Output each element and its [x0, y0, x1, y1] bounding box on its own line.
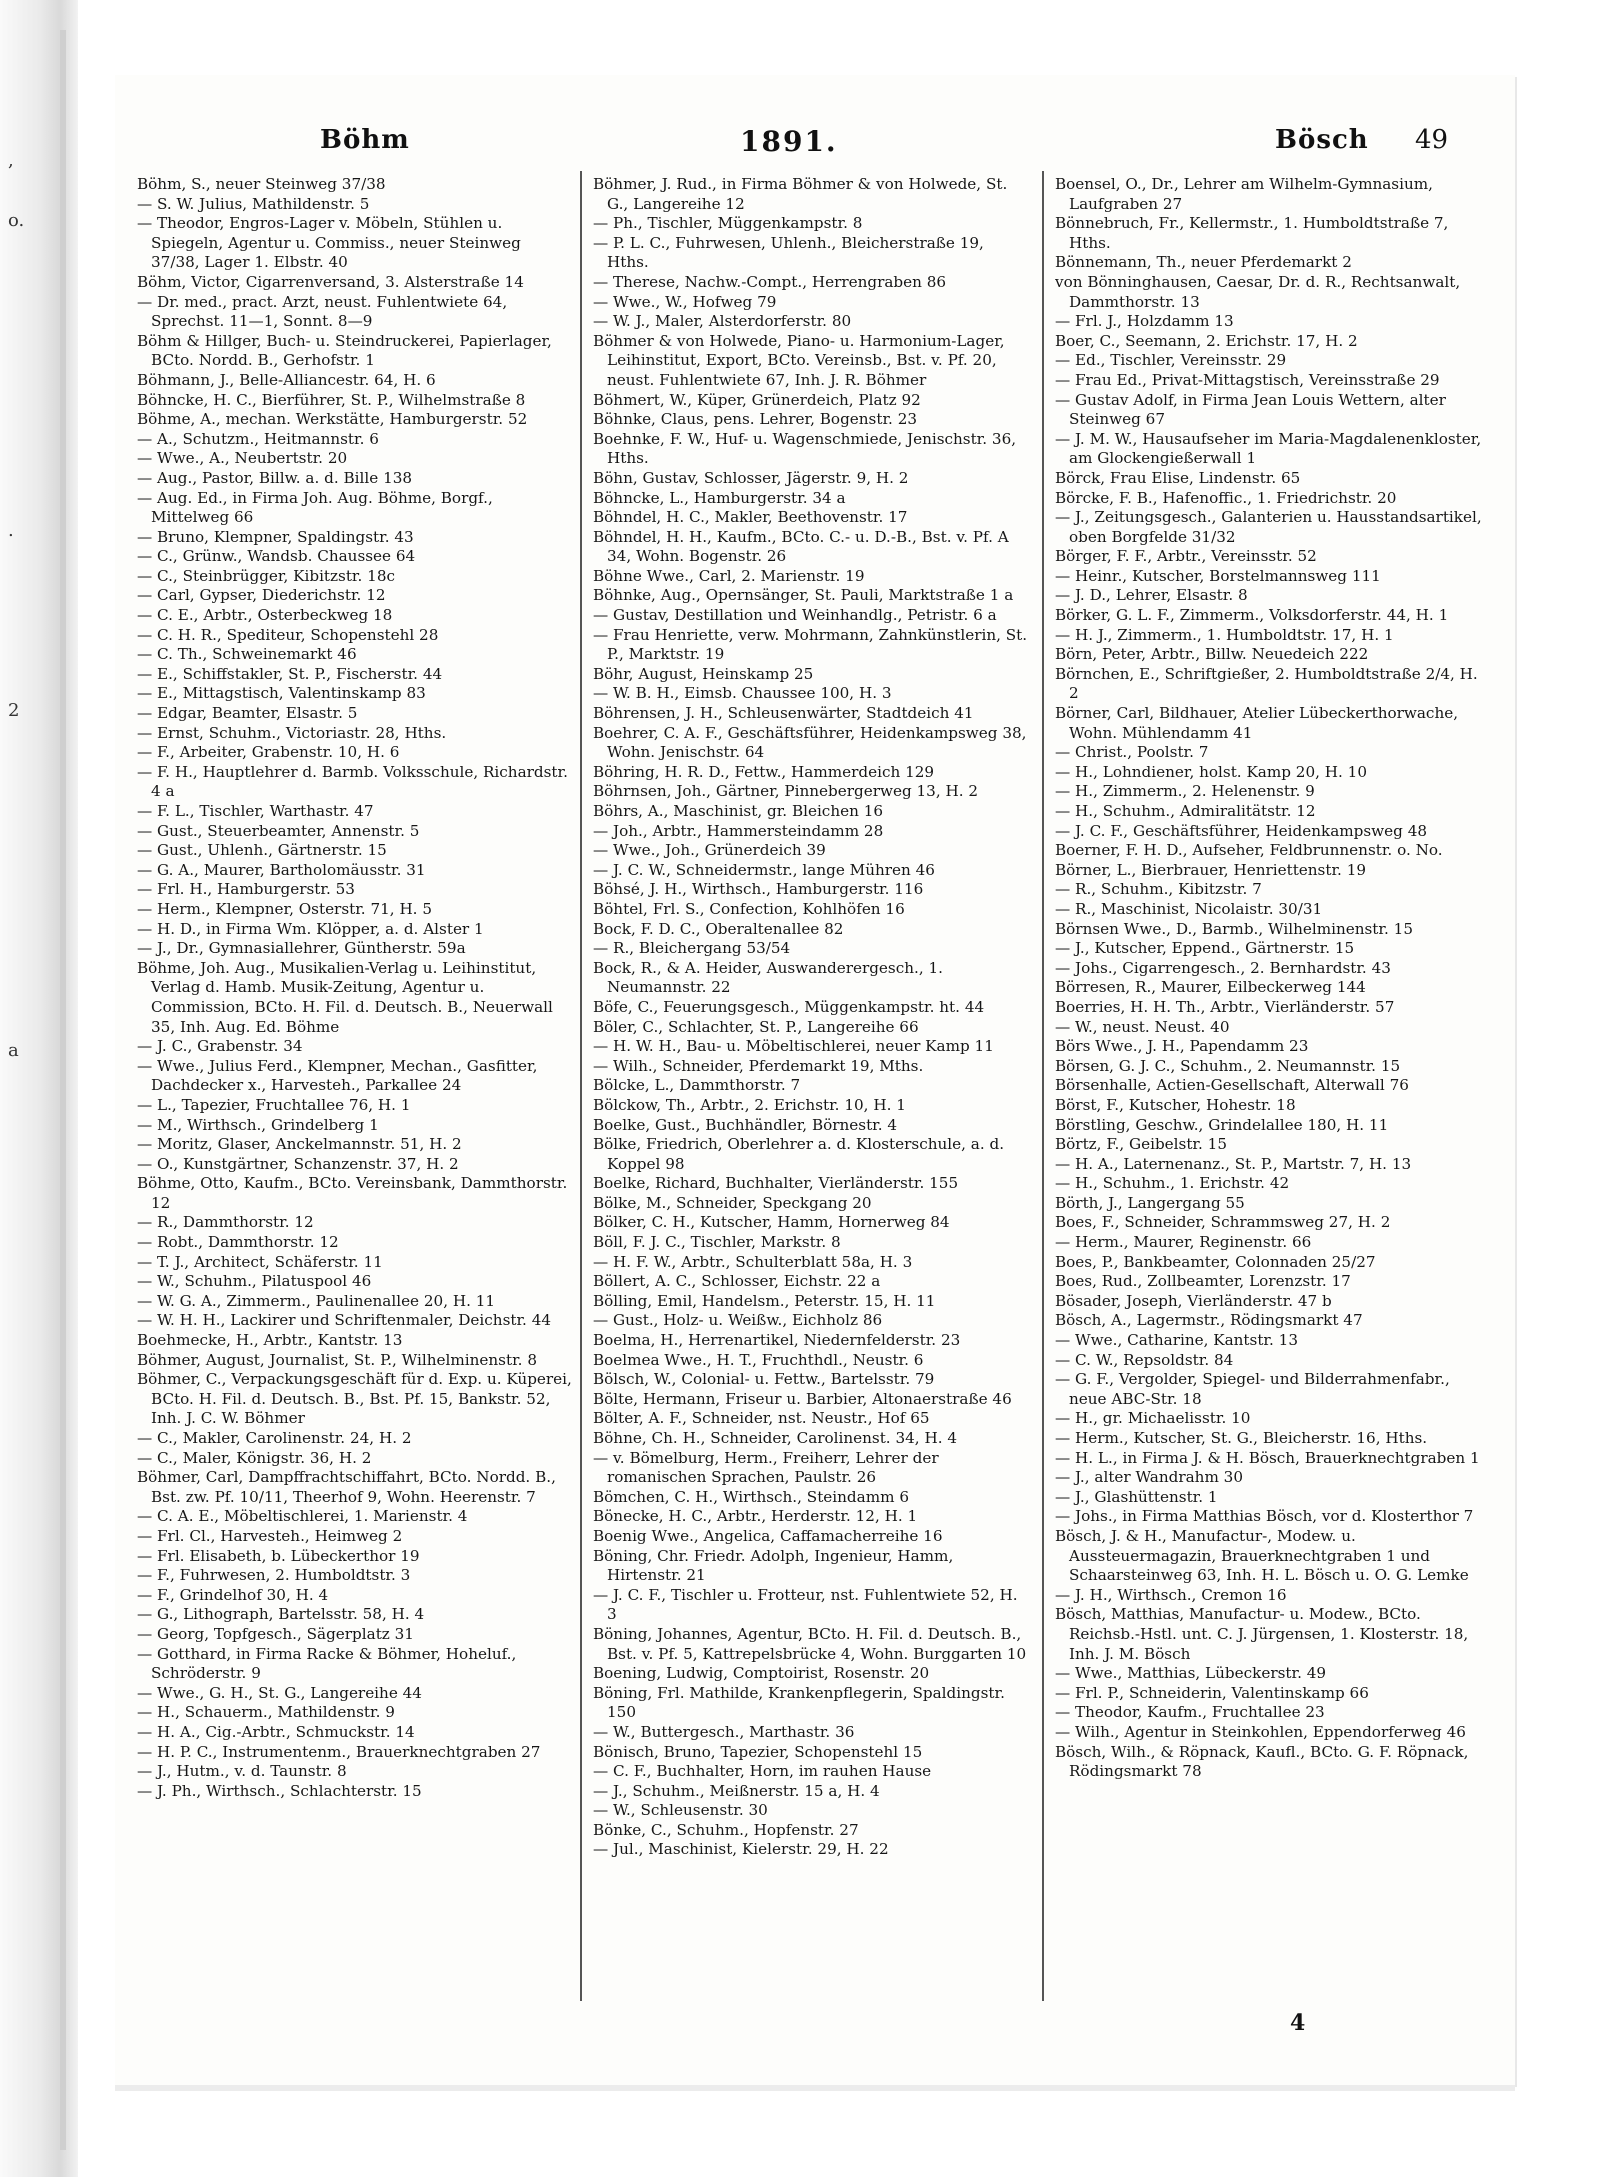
margin-mark: a — [8, 1040, 19, 1061]
directory-entry: — Bruno, Klempner, Spaldingstr. 43 — [137, 527, 414, 546]
directory-entry: — Gustav, Destillation und Weinhandlg., Petristr. 6 a — [593, 606, 997, 625]
directory-entry: — J. C. F., Geschäftsführer, Heidenkampsweg 48 — [1055, 821, 1428, 840]
directory-entry: Boening, Ludwig, Comptoirist, Rosenstr. 20 — [593, 1664, 930, 1683]
directory-entry: — Herm., Klempner, Osterstr. 71, H. 5 — [137, 899, 433, 918]
margin-mark: 2 — [8, 700, 20, 721]
directory-entry: — Frau Ed., Privat-Mittagstisch, Vereinsstraße 29 — [1055, 370, 1440, 389]
directory-entry: — Heinr., Kutscher, Borstelmannsweg 111 — [1055, 566, 1381, 585]
directory-entry: — Aug. Ed., in Firma Joh. Aug. Böhme, Borgf., Mittelweg 66 — [137, 488, 493, 527]
directory-entry: — J. C. W., Schneidermstr., lange Mühren 46 — [593, 860, 935, 879]
directory-entry: Böhr, August, Heinskamp 25 — [593, 664, 814, 683]
directory-entry: Böhrs, A., Maschinist, gr. Bleichen 16 — [593, 802, 884, 820]
directory-entry: — H. W. H., Bau- u. Möbeltischlerei, neuer Kamp 11 — [593, 1037, 994, 1056]
directory-entry: — W. G. A., Zimmerm., Paulinenallee 20, H. 11 — [137, 1291, 496, 1310]
directory-entry: — Jul., Maschinist, Kielerstr. 29, H. 22 — [593, 1840, 889, 1859]
directory-entry: Bönke, C., Schuhm., Hopfenstr. 27 — [593, 1820, 859, 1839]
directory-entry: Bösch, Wilh., & Röpnack, Kaufl., BCto. G. F. Röpnack, Rödingsmarkt 78 — [1055, 1742, 1469, 1781]
column-divider — [1042, 171, 1044, 2001]
directory-entry: — Wwe., Julius Ferd., Klempner, Mechan., Gasfitter, Dachdecker x., Harvesteh., Parkallee 24 — [137, 1056, 538, 1095]
directory-entry: — H. P. C., Instrumentenm., Brauerknechtgraben 27 — [137, 1742, 541, 1761]
directory-entry: — Dr. med., pract. Arzt, neust. Fuhlentwiete 64, Sprechst. 11—1, Sonnt. 8—9 — [137, 292, 508, 331]
margin-mark: , — [8, 150, 14, 171]
directory-entry: — Edgar, Beamter, Elsastr. 5 — [137, 704, 358, 723]
directory-entry: — H., Lohndiener, holst. Kamp 20, H. 10 — [1055, 762, 1368, 781]
directory-entry: Boensel, O., Dr., Lehrer am Wilhelm-Gymnasium, Laufgraben 27 — [1055, 175, 1433, 213]
directory-entry: — M., Wirthsch., Grindelberg 1 — [137, 1115, 379, 1134]
directory-entry: Boelke, Richard, Buchhalter, Vierländerstr. 155 — [593, 1174, 959, 1193]
directory-entry: Böhtel, Frl. S., Confection, Kohlhöfen 16 — [593, 899, 905, 918]
directory-entry: — Georg, Topfgesch., Sägerplatz 31 — [137, 1624, 414, 1643]
directory-entry: — Wwe., A., Neubertstr. 20 — [137, 449, 348, 468]
directory-entry: Böhmert, W., Küper, Grünerdeich, Platz 92 — [593, 390, 921, 409]
directory-entry: — P. L. C., Fuhrwesen, Uhlenh., Bleicherstraße 19, Hths. — [593, 233, 984, 272]
directory-entry: — Wilh., Agentur in Steinkohlen, Eppendorferweg 46 — [1055, 1722, 1466, 1741]
directory-entry: — H. F. W., Arbtr., Schulterblatt 58a, H. 3 — [593, 1252, 913, 1271]
directory-entry: — Herm., Kutscher, St. G., Bleicherstr. 16, Hths. — [1055, 1429, 1428, 1447]
directory-entry: — Joh., Arbtr., Hammersteindamm 28 — [593, 821, 884, 840]
directory-entry: Böhnke, Claus, pens. Lehrer, Bogenstr. 23 — [593, 410, 918, 429]
directory-entry: — Frl. H., Hamburgerstr. 53 — [137, 880, 355, 899]
directory-entry: Bock, F. D. C., Oberaltenallee 82 — [593, 919, 844, 938]
directory-entry: Boes, Rud., Zollbeamter, Lorenzstr. 17 — [1055, 1272, 1351, 1291]
directory-entry: — J. M. W., Hausaufseher im Maria-Magdalenenkloster, am Glockengießerwall 1 — [1055, 429, 1482, 468]
directory-entry: Böhnke, Aug., Opernsänger, St. Pauli, Marktstraße 1 a — [593, 586, 1014, 605]
directory-entry: — F., Grindelhof 30, H. 4 — [137, 1585, 329, 1604]
directory-entry: Bölter, A. F., Schneider, nst. Neustr., Hof 65 — [593, 1409, 930, 1428]
directory-entry: Bock, R., & A. Heider, Auswanderergesch., 1. Neumannstr. 22 — [593, 958, 943, 997]
directory-entry: — C., Makler, Carolinenstr. 24, H. 2 — [137, 1429, 412, 1447]
directory-entry: Böhmer, J. Rud., in Firma Böhmer & von Holwede, St. G., Langereihe 12 — [593, 175, 1008, 213]
column-divider — [580, 171, 582, 2001]
directory-entry: — W., neust. Neust. 40 — [1055, 1017, 1230, 1036]
directory-entry: Börstling, Geschw., Grindelallee 180, H. 11 — [1055, 1115, 1389, 1134]
directory-entry: — Gust., Holz- u. Weißw., Eichholz 86 — [593, 1311, 883, 1330]
directory-entry: — Wwe., Joh., Grünerdeich 39 — [593, 841, 826, 860]
directory-entry: — C. W., Repsoldstr. 84 — [1055, 1350, 1234, 1369]
margin-mark: o. — [8, 210, 25, 231]
scan-edge — [0, 0, 78, 2177]
directory-entry: — J., Schuhm., Meißnerstr. 15 a, H. 4 — [593, 1781, 880, 1800]
directory-entry: — J. D., Lehrer, Elsastr. 8 — [1055, 586, 1248, 605]
directory-entry: Boerries, H. H. Th., Arbtr., Vierländerstr. 57 — [1055, 997, 1395, 1016]
entry-columns — [115, 175, 1515, 2005]
directory-entry: Bölcke, L., Dammthorstr. 7 — [593, 1076, 801, 1095]
directory-entry: — H. A., Cig.-Arbtr., Schmuckstr. 14 — [137, 1722, 415, 1741]
directory-entry: — W., Buttergesch., Marthastr. 36 — [593, 1722, 855, 1741]
column-1 — [137, 175, 573, 2005]
directory-entry: Böhring, H. R. D., Fettw., Hammerdeich 129 — [593, 762, 935, 781]
directory-entry: — H., Schuhm., Admiralitätstr. 12 — [1055, 802, 1316, 820]
directory-entry: — C. H. R., Spediteur, Schopenstehl 28 — [137, 625, 439, 644]
directory-entry: — Wwe., G. H., St. G., Langereihe 44 — [137, 1683, 422, 1702]
directory-entry: — J., Hutm., v. d. Taunstr. 8 — [137, 1762, 347, 1781]
directory-entry: — C. F., Buchhalter, Horn, im rauhen Hause — [593, 1762, 932, 1781]
directory-entry: Boerner, F. H. D., Aufseher, Feldbrunnenstr. o. No. — [1055, 841, 1443, 860]
directory-entry: — H. J., Zimmerm., 1. Humboldtstr. 17, H. 1 — [1055, 625, 1394, 644]
directory-entry: Böning, Frl. Mathilde, Krankenpflegerin, Spaldingstr. 150 — [593, 1683, 1005, 1722]
directory-entry: — G. A., Maurer, Bartholomäusstr. 31 — [137, 860, 426, 879]
directory-entry: — Moritz, Glaser, Anckelmannstr. 51, H. 2 — [137, 1135, 462, 1154]
directory-entry: — Gust., Steuerbeamter, Annenstr. 5 — [137, 821, 420, 840]
directory-entry: — R., Schuhm., Kibitzstr. 7 — [1055, 880, 1262, 899]
directory-entry: Böhmann, J., Belle-Alliancestr. 64, H. 6 — [137, 370, 436, 389]
running-header — [115, 125, 1515, 165]
directory-entry: Böhmer, C., Verpackungsgeschäft für d. Exp. u. Küperei, BCto. H. Fil. d. Deutsch. B., Bst. Pf. 15, Bankstr. 52, Inh. J. C. W. Böhmer — [137, 1370, 572, 1428]
directory-entry: Böhme, Otto, Kaufm., BCto. Vereinsbank, Dammthorstr. 12 — [137, 1174, 568, 1212]
directory-entry: Boer, C., Seemann, 2. Erichstr. 17, H. 2 — [1055, 331, 1358, 350]
directory-entry: — Herm., Maurer, Reginenstr. 66 — [1055, 1233, 1312, 1252]
column-3 — [1055, 175, 1491, 2005]
directory-entry: — Gotthard, in Firma Racke & Böhmer, Hoheluf., Schröderstr. 9 — [137, 1644, 517, 1683]
directory-entry: Bösch, Matthias, Manufactur- u. Modew., BCto. Reichsb.-Hstl. unt. C. J. Jürgensen, 1. Klosterstr. 18, Inh. J. M. Bösch — [1055, 1605, 1469, 1663]
directory-entry: Bölling, Emil, Handelsm., Peterstr. 15, H. 11 — [593, 1291, 936, 1310]
directory-entry: Bölsch, W., Colonial- u. Fettw., Bartelsstr. 79 — [593, 1370, 935, 1389]
directory-entry: Bönisch, Bruno, Tapezier, Schopenstehl 15 — [593, 1742, 923, 1761]
directory-entry: Boelke, Gust., Buchhändler, Börnestr. 4 — [593, 1115, 898, 1134]
directory-entry: — E., Schiffstakler, St. P., Fischerstr. 44 — [137, 664, 443, 683]
directory-entry: — Johs., in Firma Matthias Bösch, vor d. Klosterthor 7 — [1055, 1507, 1474, 1526]
directory-entry: — R., Dammthorstr. 12 — [137, 1213, 314, 1232]
directory-entry: Börck, Frau Elise, Lindenstr. 65 — [1055, 468, 1301, 487]
directory-entry: — Therese, Nachw.-Compt., Herrengraben 86 — [593, 272, 947, 291]
directory-entry: — Frl. Elisabeth, b. Lübeckerthor 19 — [137, 1546, 420, 1565]
directory-entry: Böll, F. J. C., Tischler, Markstr. 8 — [593, 1233, 841, 1252]
directory-entry: von Bönninghausen, Caesar, Dr. d. R., Rechtsanwalt, Dammthorstr. 13 — [1055, 272, 1461, 311]
directory-entry: Börst, F., Kutscher, Hohestr. 18 — [1055, 1095, 1296, 1114]
directory-entry: — Frl. Cl., Harvesteh., Heimweg 2 — [137, 1526, 403, 1545]
directory-entry: — S. W. Julius, Mathildenstr. 5 — [137, 194, 370, 213]
directory-entry: — Theodor, Engros-Lager v. Möbeln, Stühlen u. Spiegeln, Agentur u. Commiss., neuer Steinweg 37/38, Lager 1. Elbstr. 40 — [137, 214, 521, 272]
directory-entry: Böhne Wwe., Carl, 2. Marienstr. 19 — [593, 566, 865, 585]
directory-entry: Böhm & Hillger, Buch- u. Steindruckerei, Papierlager, BCto. Nordd. B., Gerhofstr. 1 — [137, 331, 552, 370]
directory-entry: Böhndel, H. C., Makler, Beethovenstr. 17 — [593, 508, 908, 527]
directory-entry: — Robt., Dammthorstr. 12 — [137, 1233, 339, 1252]
page-shadow — [115, 2085, 1515, 2091]
directory-entry: — Ph., Tischler, Müggenkampstr. 8 — [593, 214, 863, 233]
page-number: 49 — [1415, 125, 1449, 155]
directory-entry: Börresen, R., Maurer, Eilbeckerweg 144 — [1055, 978, 1366, 997]
directory-entry: Boelma, H., Herrenartikel, Niedernfelderstr. 23 — [593, 1331, 961, 1350]
directory-entry: — Ernst, Schuhm., Victoriastr. 28, Hths. — [137, 723, 447, 742]
directory-entry: — C., Steinbrügger, Kibitzstr. 18c — [137, 566, 396, 585]
directory-entry: Böhrensen, J. H., Schleusenwärter, Stadtdeich 41 — [593, 704, 974, 723]
directory-entry: — C. E., Arbtr., Osterbeckweg 18 — [137, 606, 393, 625]
directory-entry: Bönecke, H. C., Arbtr., Herderstr. 12, H. 1 — [593, 1507, 918, 1526]
directory-entry: Boes, P., Bankbeamter, Colonnaden 25/27 — [1055, 1252, 1376, 1271]
directory-entry: Böhncke, L., Hamburgerstr. 34 a — [593, 488, 846, 507]
column-2 — [593, 175, 1029, 2005]
directory-entry: Böhndel, H. H., Kaufm., BCto. C.- u. D.-B., Bst. v. Pf. A 34, Wohn. Bogenstr. 26 — [593, 527, 1009, 566]
directory-entry: Börnchen, E., Schriftgießer, 2. Humboldtstraße 2/4, H. 2 — [1055, 664, 1478, 703]
margin-mark: . — [8, 520, 14, 541]
printer-signature: 4 — [1290, 2010, 1306, 2036]
directory-entry: Börs Wwe., J. H., Papendamm 23 — [1055, 1037, 1309, 1056]
directory-entry: Bölte, Hermann, Friseur u. Barbier, Altonaerstraße 46 — [593, 1389, 1012, 1408]
header-left-catchword: Böhm — [320, 125, 410, 155]
directory-entry: — J., Dr., Gymnasiallehrer, Güntherstr. 59a — [137, 939, 466, 958]
directory-entry: — F., Fuhrwesen, 2. Humboldtstr. 3 — [137, 1566, 411, 1585]
directory-entry: — R., Bleichergang 53/54 — [593, 939, 791, 958]
directory-entry: Börsen, G. J. C., Schuhm., 2. Neumannstr. 15 — [1055, 1056, 1401, 1075]
directory-entry: — H., Zimmerm., 2. Helenenstr. 9 — [1055, 782, 1315, 801]
directory-entry: Boehnke, F. W., Huf- u. Wagenschmiede, Jenischstr. 36, Hths. — [593, 429, 1017, 468]
directory-entry: Boehmecke, H., Arbtr., Kantstr. 13 — [137, 1331, 403, 1350]
directory-entry: — Wilh., Schneider, Pferdemarkt 19, Mths. — [593, 1056, 924, 1075]
directory-entry: — E., Mittagstisch, Valentinskamp 83 — [137, 684, 426, 703]
directory-entry: Böning, Johannes, Agentur, BCto. H. Fil. d. Deutsch. B., Bst. v. Pf. 5, Kattrepelsbrücke 4, Wohn. Burggarten 10 — [593, 1624, 1027, 1663]
directory-entry: — G., Lithograph, Bartelsstr. 58, H. 4 — [137, 1605, 425, 1624]
header-right-catchword: Bösch — [1275, 125, 1369, 155]
directory-entry: — Gustav Adolf, in Firma Jean Louis Wettern, alter Steinweg 67 — [1055, 390, 1446, 429]
directory-entry: Boehrer, C. A. F., Geschäftsführer, Heidenkampsweg 38, Wohn. Jenischstr. 64 — [593, 723, 1027, 762]
directory-entry: — H., Schuhm., 1. Erichstr. 42 — [1055, 1174, 1290, 1193]
directory-entry: Bönnemann, Th., neuer Pferdemarkt 2 — [1055, 253, 1352, 272]
directory-entry: — Frau Henriette, verw. Mohrmann, Zahnkünstlerin, St. P., Marktstr. 19 — [593, 625, 1028, 664]
directory-entry: — J. C. F., Tischler u. Frotteur, nst. Fuhlentwiete 52, H. 3 — [593, 1585, 1018, 1624]
directory-entry: — H., gr. Michaelisstr. 10 — [1055, 1409, 1251, 1428]
directory-entry: Böfe, C., Feuerungsgesch., Müggenkampstr. ht. 44 — [593, 997, 985, 1016]
directory-entry: — W., Schleusenstr. 30 — [593, 1801, 768, 1820]
directory-entry: — C., Maler, Königstr. 36, H. 2 — [137, 1448, 372, 1467]
directory-entry: Börnsen Wwe., D., Barmb., Wilhelminenstr. 15 — [1055, 919, 1413, 938]
directory-entry: Böhne, Ch. H., Schneider, Carolinenst. 34, H. 4 — [593, 1429, 958, 1447]
directory-entry: Bölke, Friedrich, Oberlehrer a. d. Klosterschule, a. d. Koppel 98 — [593, 1135, 1005, 1173]
directory-entry: Böhn, Gustav, Schlosser, Jägerstr. 9, H. 2 — [593, 468, 909, 487]
directory-entry: — Gust., Uhlenh., Gärtnerstr. 15 — [137, 841, 387, 860]
directory-entry: Boenig Wwe., Angelica, Caffamacherreihe 16 — [593, 1526, 943, 1545]
directory-entry: — T. J., Architect, Schäferstr. 11 — [137, 1252, 383, 1271]
directory-entry: — W. H. H., Lackirer und Schriftenmaler, Deichstr. 44 — [137, 1311, 552, 1330]
directory-entry: Börker, G. L. F., Zimmerm., Volksdorferstr. 44, H. 1 — [1055, 606, 1449, 625]
directory-entry: — A., Schutzm., Heitmannstr. 6 — [137, 429, 379, 448]
directory-entry: — J., Zeitungsgesch., Galanterien u. Hausstandsartikel, oben Borgfelde 31/32 — [1055, 508, 1482, 546]
directory-entry: Bösch, J. & H., Manufactur-, Modew. u. Aussteuermagazin, Brauerknechtgraben 1 und Schaarsteinweg 63, Inh. H. L. Bösch u. O. G. Lemke — [1055, 1526, 1469, 1585]
directory-entry: Böhmer, Carl, Dampffrachtschiffahrt, BCto. Nordd. B., Bst. zw. Pf. 10/11, Theerhof 9, Wohn. Heerenstr. 7 — [137, 1468, 556, 1506]
directory-entry: — H. L., in Firma J. & H. Bösch, Brauerknechtgraben 1 — [1055, 1448, 1480, 1467]
book-fold — [60, 30, 66, 2150]
directory-entry: Börsenhalle, Actien-Gesellschaft, Alterwall 76 — [1055, 1076, 1409, 1095]
directory-entry: — F. H., Hauptlehrer d. Barmb. Volksschule, Richardstr. 4 a — [137, 762, 568, 801]
directory-entry: Bölckow, Th., Arbtr., 2. Erichstr. 10, H. 1 — [593, 1095, 906, 1114]
directory-entry: Böning, Chr. Friedr. Adolph, Ingenieur, Hamm, Hirtenstr. 21 — [593, 1546, 954, 1585]
directory-entry: Böhme, Joh. Aug., Musikalien-Verlag u. Leihinstitut, Verlag d. Hamb. Musik-Zeitung, Agentur u. Commission, BCto. H. Fil. d. Deutsch. B., Neuerwall 35, Inh. Aug. Ed. Böhme — [137, 958, 553, 1036]
directory-entry: — C. Th., Schweinemarkt 46 — [137, 645, 357, 664]
directory-entry: — Johs., Cigarrengesch., 2. Bernhardstr. 43 — [1055, 958, 1391, 977]
directory-entry: — Wwe., Catharine, Kantstr. 13 — [1055, 1331, 1299, 1350]
directory-entry: Böhm, Victor, Cigarrenversand, 3. Alsterstraße 14 — [137, 272, 524, 291]
directory-entry: Bösader, Joseph, Vierländerstr. 47 b — [1055, 1291, 1332, 1310]
directory-entry: Bömchen, C. H., Wirthsch., Steindamm 6 — [593, 1487, 909, 1506]
directory-entry: Bönnebruch, Fr., Kellermstr., 1. Humboldtstraße 7, Hths. — [1055, 214, 1449, 252]
directory-entry: — Ed., Tischler, Vereinsstr. 29 — [1055, 351, 1287, 370]
directory-entry: Böhme, A., mechan. Werkstätte, Hamburgerstr. 52 — [137, 410, 528, 429]
directory-entry: Böhrnsen, Joh., Gärtner, Pinnebergerweg 13, H. 2 — [593, 782, 979, 801]
directory-page — [115, 75, 1515, 2085]
directory-entry: — Wwe., Matthias, Lübeckerstr. 49 — [1055, 1664, 1327, 1683]
directory-entry: — Christ., Poolstr. 7 — [1055, 743, 1209, 762]
directory-entry: — Wwe., W., Hofweg 79 — [593, 292, 777, 311]
directory-entry: Bösch, A., Lagermstr., Rödingsmarkt 47 — [1055, 1311, 1363, 1330]
directory-entry: — F., Arbeiter, Grabenstr. 10, H. 6 — [137, 743, 400, 762]
directory-entry: — J. H., Wirthsch., Cremon 16 — [1055, 1585, 1287, 1604]
directory-entry: Börger, F. F., Arbtr., Vereinsstr. 52 — [1055, 547, 1317, 566]
directory-entry: — W., Schuhm., Pilatuspool 46 — [137, 1272, 372, 1291]
directory-entry: — J., Kutscher, Eppend., Gärtnerstr. 15 — [1055, 939, 1355, 958]
directory-entry: — Aug., Pastor, Billw. a. d. Bille 138 — [137, 468, 413, 487]
directory-entry: Böhm, S., neuer Steinweg 37/38 — [137, 175, 386, 193]
directory-entry: — J., Glashüttenstr. 1 — [1055, 1487, 1218, 1506]
directory-entry: Börth, J., Langergang 55 — [1055, 1193, 1245, 1212]
directory-entry: Böllert, A. C., Schlosser, Eichstr. 22 a — [593, 1272, 881, 1291]
directory-entry: — W. J., Maler, Alsterdorferstr. 80 — [593, 312, 852, 331]
directory-entry: Börn, Peter, Arbtr., Billw. Neuedeich 222 — [1055, 645, 1369, 664]
header-year: 1891. — [740, 125, 838, 158]
directory-entry: Bölke, M., Schneider, Speckgang 20 — [593, 1193, 872, 1212]
directory-entry: Böhmer, August, Journalist, St. P., Wilhelminenstr. 8 — [137, 1350, 537, 1369]
directory-entry: — Carl, Gypser, Diederichstr. 12 — [137, 586, 386, 605]
directory-entry: — H. D., in Firma Wm. Klöpper, a. d. Alster 1 — [137, 919, 484, 938]
directory-entry: Boelmea Wwe., H. T., Fruchthdl., Neustr. 6 — [593, 1350, 924, 1369]
directory-entry: — H. A., Laternenanz., St. P., Martstr. 7, H. 13 — [1055, 1154, 1412, 1173]
directory-entry: — H., Schauerm., Mathildenstr. 9 — [137, 1703, 395, 1722]
directory-entry: Böler, C., Schlachter, St. P., Langereihe 66 — [593, 1017, 919, 1036]
directory-entry: Böhncke, H. C., Bierführer, St. P., Wilhelmstraße 8 — [137, 390, 526, 409]
directory-entry: Böhsé, J. H., Wirthsch., Hamburgerstr. 116 — [593, 880, 924, 899]
directory-entry: — J. Ph., Wirthsch., Schlachterstr. 15 — [137, 1781, 422, 1800]
directory-entry: — J. C., Grabenstr. 34 — [137, 1037, 303, 1056]
directory-entry: — J., alter Wandrahm 30 — [1055, 1468, 1243, 1487]
directory-entry: — L., Tapezier, Fruchtallee 76, H. 1 — [137, 1095, 411, 1114]
directory-entry: — v. Bömelburg, Herm., Freiherr, Lehrer der romanischen Sprachen, Paulstr. 26 — [593, 1448, 939, 1487]
directory-entry: — C., Grünw., Wandsb. Chaussee 64 — [137, 547, 416, 566]
directory-entry: Börtz, F., Geibelstr. 15 — [1055, 1135, 1227, 1154]
directory-entry: — C. A. E., Möbeltischlerei, 1. Marienstr. 4 — [137, 1507, 468, 1526]
directory-entry: — G. F., Vergolder, Spiegel- und Bilderrahmenfabr., neue ABC-Str. 18 — [1055, 1370, 1450, 1408]
directory-entry: — R., Maschinist, Nicolaistr. 30/31 — [1055, 899, 1323, 918]
directory-entry: — W. B. H., Eimsb. Chaussee 100, H. 3 — [593, 684, 892, 703]
directory-entry: — F. L., Tischler, Warthastr. 47 — [137, 802, 374, 820]
directory-entry: Börner, Carl, Bildhauer, Atelier Lübeckerthorwache, Wohn. Mühlendamm 41 — [1055, 704, 1459, 742]
directory-entry: Bölker, C. H., Kutscher, Hamm, Hornerweg 84 — [593, 1213, 950, 1232]
directory-entry: Böhmer & von Holwede, Piano- u. Harmonium-Lager, Leihinstitut, Export, BCto. Vereinsb., Bst. v. Pf. 20, neust. Fuhlentwiete 67, Inh. J. R. Böhmer — [593, 331, 1005, 389]
directory-entry: Börcke, F. B., Hafenoffic., 1. Friedrichstr. 20 — [1055, 488, 1397, 507]
directory-entry: — Frl. J., Holzdamm 13 — [1055, 312, 1234, 331]
directory-entry: — Theodor, Kaufm., Fruchtallee 23 — [1055, 1703, 1325, 1722]
directory-entry: Börner, L., Bierbrauer, Henriettenstr. 19 — [1055, 860, 1367, 879]
directory-entry: Boes, F., Schneider, Schrammsweg 27, H. 2 — [1055, 1213, 1391, 1232]
directory-entry: — Frl. P., Schneiderin, Valentinskamp 66 — [1055, 1683, 1369, 1702]
directory-entry: — O., Kunstgärtner, Schanzenstr. 37, H. 2 — [137, 1154, 459, 1173]
